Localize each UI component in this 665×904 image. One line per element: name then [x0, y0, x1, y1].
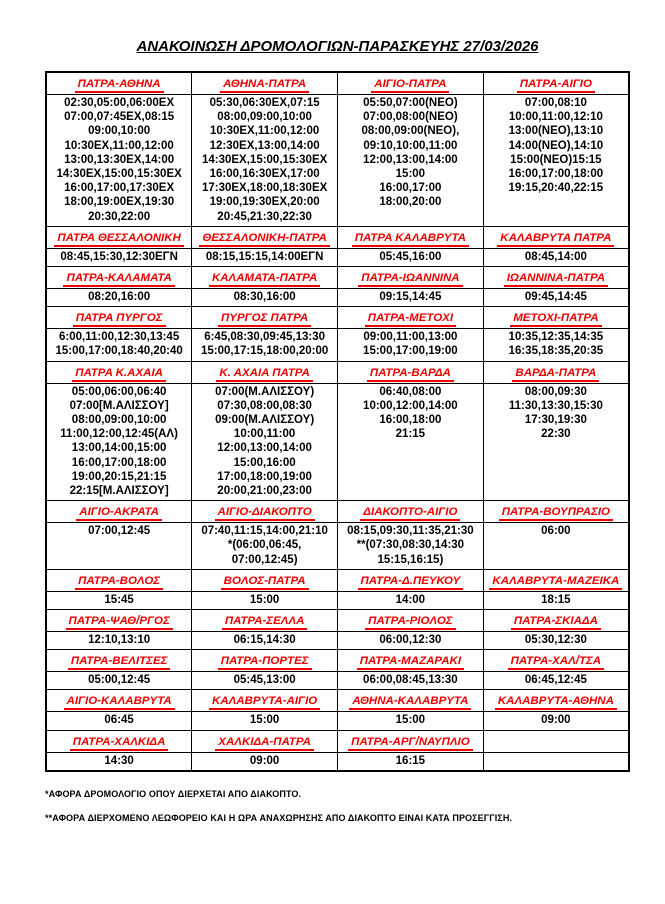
times-cell: [483, 752, 629, 771]
route-header-cell: [338, 361, 484, 383]
route-name: ΠΑΤΡΑ-ΒΟΥΠΡΑΣΙΟ: [499, 506, 613, 521]
times-line: 11:00,12:00,12:45(ΑΛ): [60, 428, 178, 441]
route-header-cell: [192, 501, 338, 523]
times-cell: [192, 95, 338, 227]
times-cell: [46, 95, 192, 227]
route-name: ΠΑΤΡΑ-ΜΕΤΟΧΙ: [365, 312, 456, 327]
route-name: ΚΑΛΑΒΡΥΤΑ-ΑΙΓΙΟ: [209, 695, 320, 710]
times-line: 05:00,12:45: [88, 674, 151, 687]
times-cell: [483, 289, 629, 307]
route-header-cell: [483, 307, 629, 329]
route-name: ΠΑΤΡΑ-ΧΑΛ/ΤΣΑ: [508, 655, 604, 670]
times-line: 19:00,20:15,21:15: [71, 470, 167, 483]
route-header-cell: [46, 361, 192, 383]
times-line: 05:30,06:30ΕΧ,07:15: [209, 97, 320, 109]
route-name: ΚΑΛΑΒΡΥΤΑ ΠΑΤΡΑ: [497, 232, 614, 247]
times-line: 05:45,13:00: [233, 674, 296, 687]
times-line: 08:15,15:15,14:00ΕΓΝ: [205, 250, 324, 263]
times-line: 12:00,13:00,14:00: [363, 153, 458, 166]
route-name: ΠΑΤΡΑ-ΡΙΟΛΟΣ: [365, 615, 455, 630]
route-name: ΠΑΤΡΑ-ΑΡΓ/ΝΑΥΠΛΙΟ: [348, 736, 473, 751]
times-line: 14:00(ΝΕΟ),14:10: [508, 139, 604, 152]
times-line: 05:45,16:00: [379, 250, 442, 263]
times-line: 07:00[Μ.ΑΛΙΣΣΟΥ]: [69, 399, 169, 412]
route-header-cell: [483, 569, 629, 591]
times-line: 16:00,17:00,18:00: [71, 456, 167, 469]
times-line: 06:40,08:00: [379, 385, 442, 398]
times-line: 05:50,07:00(ΝΕΟ): [363, 97, 458, 109]
times-line: 13:00(ΝΕΟ),13:10: [508, 125, 604, 138]
times-line: 15:00: [249, 593, 280, 606]
route-name: ΙΩΑΝΝΙΝΑ-ΠΑΤΡΑ: [504, 272, 608, 287]
times-cell: [192, 248, 338, 266]
route-name: ΜΕΤΟΧΙ-ΠΑΤΡΑ: [510, 312, 601, 327]
times-cell: [46, 632, 192, 650]
route-header-cell: [483, 267, 629, 289]
route-header-cell: [483, 690, 629, 712]
times-cell: [46, 329, 192, 361]
times-line: 16:00,18:00: [379, 414, 442, 427]
times-line: 12:00,13:00,14:00: [217, 442, 312, 455]
route-name: ΘΕΣΣΑΛΟΝΙΚΗ-ΠΑΤΡΑ: [199, 232, 329, 247]
route-header-cell: [192, 690, 338, 712]
route-header-row: [46, 650, 629, 672]
times-line: 17:30ΕΧ,18:00,18:30ΕΧ: [201, 182, 328, 195]
timetable: [45, 71, 630, 772]
footnote-diakopto: *ΑΦΟΡΑ ΔΡΟΜΟΛΟΓΙΟ ΟΠΟΥ ΔΙΕΡΧΕΤΑΙ ΑΠΟ ΔΙΑΚΟΠΤΟ.: [45, 788, 302, 799]
times-line: 09:00(Μ.ΑΛΙΣΣΟΥ): [215, 414, 315, 427]
route-name: ΑΙΓΙΟ-ΠΑΤΡΑ: [371, 78, 449, 93]
route-header-row: [46, 730, 629, 752]
times-line: 10:00,12:00,14:00: [363, 399, 458, 412]
route-header-cell: [46, 267, 192, 289]
times-row: [46, 672, 629, 690]
route-header-cell: [46, 569, 192, 591]
route-header-cell: [483, 501, 629, 523]
route-name: ΠΑΤΡΑ-ΣΚΙΑΔΑ: [511, 615, 601, 630]
route-name: ΑΙΓΙΟ-ΑΚΡΑΤΑ: [76, 506, 162, 521]
route-header-cell: [192, 650, 338, 672]
route-name: ΠΑΤΡΑ-ΙΩΑΝΝΙΝΑ: [358, 272, 462, 287]
times-cell: [483, 712, 629, 730]
times-row: [46, 712, 629, 730]
times-line: 08:00,09:00,10:00: [217, 111, 312, 124]
times-line: 08:00,09:00,10:00: [71, 414, 167, 427]
times-row: [46, 289, 629, 307]
times-cell: [192, 632, 338, 650]
times-line: 15:00: [249, 714, 280, 727]
times-line: 09:00,10:00: [88, 125, 151, 138]
times-cell: [483, 95, 629, 227]
page-title: ΑΝΑΚΟΙΝΩΣΗ ΔΡΟΜΟΛΟΓΙΩΝ-ΠΑΡΑΣΚΕΥΗΣ 27/03/2026: [136, 38, 539, 55]
route-header-row: [46, 501, 629, 523]
times-cell: [192, 523, 338, 570]
times-line: 6:00,11:00,12:30,13:45: [59, 331, 180, 344]
route-header-cell: [483, 610, 629, 632]
route-name: ΑΘΗΝΑ-ΠΑΤΡΑ: [220, 78, 309, 93]
route-name: ΚΑΛΑΒΡΥΤΑ-ΑΘΗΝΑ: [495, 695, 617, 710]
times-cell: [338, 329, 484, 361]
times-cell: [483, 329, 629, 361]
route-header-cell: [192, 267, 338, 289]
times-line: 06:00: [541, 525, 571, 538]
times-cell: [483, 672, 629, 690]
times-line: 08:20,16:00: [88, 291, 151, 304]
times-line: 06:15,14:30: [233, 634, 296, 647]
route-name: ΠΑΤΡΑ-ΠΟΡΤΕΣ: [218, 655, 312, 670]
route-name: ΠΑΤΡΑ-ΣΕΛΛΑ: [222, 615, 308, 630]
times-cell: [483, 591, 629, 609]
times-cell: [338, 632, 484, 650]
route-header-cell: [338, 650, 484, 672]
times-line: 15:00,17:00,19:00: [363, 345, 458, 358]
times-line: 16:35,18:35,20:35: [508, 345, 604, 358]
times-line: 10:35,12:35,14:35: [508, 331, 604, 344]
times-cell: [483, 632, 629, 650]
route-header-cell: [483, 226, 629, 248]
times-cell: [192, 752, 338, 771]
route-header-cell: [192, 226, 338, 248]
route-name: Κ. ΑΧΑΙΑ ΠΑΤΡΑ: [216, 367, 312, 382]
route-header-row: [46, 361, 629, 383]
times-line: 06:45: [104, 714, 134, 727]
times-row: [46, 95, 629, 227]
times-cell: [338, 95, 484, 227]
route-name: ΑΙΓΙΟ-ΚΑΛΑΒΡΥΤΑ: [64, 695, 175, 710]
times-cell: [192, 289, 338, 307]
times-line: 15:15,16:15): [377, 553, 444, 566]
route-header-cell: [46, 307, 192, 329]
times-line: 18:15: [541, 593, 571, 606]
times-line: 08:30,16:00: [233, 291, 296, 304]
times-line: 08:00,09:00(ΝΕΟ),: [361, 125, 460, 138]
times-line: 02:30,05:00,06:00ΕΧ: [64, 97, 175, 109]
times-line: 09:00: [541, 714, 571, 727]
route-header-cell: [192, 307, 338, 329]
times-line: 07:40,11:15,14:00,21:10: [201, 525, 328, 538]
times-line: 07:00,07:45ΕΧ,08:15: [64, 111, 175, 124]
footnote-approximation: **ΑΦΟΡΑ ΔΙΕΡΧΟΜΕΝΟ ΛΕΩΦΟΡΕΙΟ ΚΑΙ Η ΩΡΑ ΑΝΑΧΩΡΗΣΗΣ ΑΠΟ ΔΙΑΚΟΠΤΟ ΕΙΝΑΙ ΚΑΤΑ ΠΡΟΣΕΓΓΙΣΗ.: [45, 812, 513, 823]
times-line: 06:45,12:45: [524, 674, 587, 687]
route-name: ΠΑΤΡΑ-Δ.ΠΕΥΚΟΥ: [358, 575, 464, 590]
times-line: 12:10,13:10: [88, 634, 151, 647]
times-line: 22:15[Μ.ΑΛΙΣΣΟΥ]: [69, 485, 169, 498]
times-line: 07:30,08:00,08:30: [217, 399, 312, 412]
route-name: ΑΙΓΙΟ-ΔΙΑΚΟΠΤΟ: [215, 506, 315, 521]
route-header-cell: [338, 569, 484, 591]
times-line: 17:30,19:30: [524, 414, 587, 427]
route-name: ΔΙΑΚΟΠΤΟ-ΑΙΓΙΟ: [360, 506, 460, 521]
route-name: ΠΑΤΡΑ-ΨΑΘ/ΡΓΟΣ: [66, 615, 173, 630]
times-line: 22:30: [541, 428, 571, 441]
times-cell: [483, 523, 629, 570]
times-line: 15:00,17:15,18:00,20:00: [201, 345, 329, 358]
times-line: 15:00: [395, 168, 426, 181]
times-line: 08:45,15:30,12:30ΕΓΝ: [60, 250, 178, 263]
route-header-cell: [338, 501, 484, 523]
times-line: 07:00(Μ.ΑΛΙΣΣΟΥ): [215, 385, 315, 398]
route-name: ΠΥΡΓΟΣ ΠΑΤΡΑ: [218, 312, 311, 327]
route-header-cell: [338, 72, 484, 95]
route-header-cell: [192, 361, 338, 383]
times-line: 07:00,12:45: [88, 525, 151, 538]
times-line: 12:30ΕΧ,13:00,14:00: [209, 139, 320, 152]
route-header-cell: [338, 226, 484, 248]
times-cell: [46, 712, 192, 730]
route-name: ΠΑΤΡΑ-ΑΘΗΝΑ: [75, 78, 164, 93]
times-cell: [338, 672, 484, 690]
route-header-row: [46, 610, 629, 632]
times-cell: [338, 383, 484, 501]
times-line: 16:00,17:00,18:00: [508, 168, 604, 181]
times-line: 05:30,12:30: [524, 634, 587, 647]
times-line: 10:00,11:00: [233, 428, 296, 441]
route-name: ΠΑΤΡΑ Κ.ΑΧΑΙΑ: [72, 367, 166, 382]
times-line: 15:00,16:00: [233, 456, 296, 469]
times-line: 17:00,18:00,19:00: [217, 470, 312, 483]
times-cell: [338, 289, 484, 307]
times-line: 08:45,14:00: [524, 250, 587, 263]
times-line: 16:00,17:00: [379, 182, 442, 195]
route-header-cell: [46, 610, 192, 632]
times-cell: [46, 752, 192, 771]
route-header-cell: [192, 569, 338, 591]
times-line: 07:00,12:45): [231, 553, 298, 566]
times-cell: [192, 383, 338, 501]
route-name: ΠΑΤΡΑ-ΜΑΖΑΡΑΚΙ: [357, 655, 464, 670]
times-line: 19:15,20:40,22:15: [508, 182, 604, 195]
times-cell: [483, 383, 629, 501]
route-header-cell: [483, 650, 629, 672]
times-row: [46, 752, 629, 771]
times-cell: [338, 752, 484, 771]
times-cell: [46, 289, 192, 307]
route-name: ΠΑΤΡΑ-ΒΑΡΔΑ: [367, 367, 454, 382]
times-cell: [192, 329, 338, 361]
route-header-cell: [483, 361, 629, 383]
route-header-cell: [338, 610, 484, 632]
times-line: 18:00,20:00: [379, 196, 442, 209]
times-cell: [338, 591, 484, 609]
times-row: [46, 383, 629, 501]
times-line: 15:00,17:00,18:40,20:40: [55, 345, 183, 358]
route-header-row: [46, 72, 629, 95]
times-row: [46, 523, 629, 570]
route-header-cell: [338, 730, 484, 752]
times-line: 08:00,09:30: [524, 385, 587, 398]
route-header-cell: [46, 690, 192, 712]
route-name: ΠΑΤΡΑ ΠΥΡΓΟΣ: [73, 312, 166, 327]
times-cell: [192, 591, 338, 609]
route-header-row: [46, 226, 629, 248]
times-cell: [192, 672, 338, 690]
times-row: [46, 632, 629, 650]
route-name: ΚΑΛΑΜΑΤΑ-ΠΑΤΡΑ: [209, 272, 320, 287]
times-cell: [46, 591, 192, 609]
times-line: 09:45,14:45: [524, 291, 587, 304]
route-name: ΧΑΛΚΙΔΑ-ΠΑΤΡΑ: [215, 736, 314, 751]
route-header-row: [46, 267, 629, 289]
times-cell: [46, 672, 192, 690]
route-name: ΒΑΡΔΑ-ΠΑΤΡΑ: [512, 367, 599, 382]
times-line: 14:30ΕΧ,15:00,15:30ΕΧ: [201, 153, 328, 166]
route-header-cell: [46, 72, 192, 95]
times-line: **(07:30,08:30,14:30: [356, 539, 465, 552]
times-cell: [483, 248, 629, 266]
times-line: 15:00: [395, 714, 426, 727]
route-header-cell: [483, 730, 629, 752]
route-header-cell: [338, 690, 484, 712]
times-cell: [46, 523, 192, 570]
times-line: 05:00,06:00,06:40: [71, 385, 167, 398]
route-name: ΑΘΗΝΑ-ΚΑΛΑΒΡΥΤΑ: [349, 695, 471, 710]
route-header-cell: [338, 307, 484, 329]
times-cell: [338, 523, 484, 570]
times-line: 16:00,16:30ΕΧ,17:00: [209, 168, 320, 181]
route-name: ΠΑΤΡΑ-ΑΙΓΙΟ: [517, 78, 595, 93]
times-line: 15:00(ΝΕΟ)15:15: [510, 153, 602, 166]
route-header-cell: [192, 72, 338, 95]
times-line: 15:45: [104, 593, 134, 606]
times-line: 08:15,09:30,11:35,21:30: [347, 525, 474, 538]
route-header-cell: [46, 226, 192, 248]
route-name: ΠΑΤΡΑ-ΒΟΛΟΣ: [75, 575, 163, 590]
times-line: 10:00,11:00,12:10: [508, 111, 603, 124]
route-name: ΠΑΤΡΑ-ΧΑΛΚΙΔΑ: [70, 736, 169, 751]
times-line: 13:00,14:00,15:00: [71, 442, 167, 455]
times-line: 16:15: [395, 754, 426, 767]
route-header-cell: [46, 501, 192, 523]
route-name: ΠΑΤΡΑ ΘΕΣΣΑΛΟΝΙΚΗ: [54, 232, 183, 247]
times-line: *(06:00,06:45,: [227, 539, 302, 552]
route-name: ΚΑΛΑΒΡΥΤΑ-ΜΑΖΕΙΚΑ: [489, 575, 622, 590]
times-line: 20:45,21:30,22:30: [217, 210, 312, 223]
times-line: 19:00,19:30ΕΧ,20:00: [209, 196, 320, 209]
route-header-row: [46, 569, 629, 591]
times-cell: [338, 712, 484, 730]
timetable-body: [46, 72, 629, 771]
times-line: 13:00,13:30ΕΧ,14:00: [64, 153, 175, 166]
times-line: 16:00,17:00,17:30ΕΧ: [64, 182, 175, 195]
times-line: 18:00,19:00ΕΧ,19:30: [64, 196, 175, 209]
route-name: ΠΑΤΡΑ-ΚΑΛΑΜΑΤΑ: [63, 272, 174, 287]
times-line: 20:30,22:00: [88, 210, 151, 223]
times-line: 09:00,11:00,13:00: [363, 331, 458, 344]
times-line: 14:30: [104, 754, 134, 767]
route-header-row: [46, 690, 629, 712]
route-header-cell: [338, 267, 484, 289]
times-line: 06:00,08:45,13:30: [363, 674, 458, 687]
route-name: ΒΟΛΟΣ-ΠΑΤΡΑ: [221, 575, 309, 590]
times-line: 09:00: [249, 754, 280, 767]
times-line: 10:30ΕΧ,11:00,12:00: [209, 125, 320, 138]
times-line: 09:10,10:00,11:00: [363, 139, 458, 152]
times-line: 10:30ΕΧ,11:00,12:00: [64, 139, 174, 152]
times-line: 09:15,14:45: [379, 291, 442, 304]
times-line: 6:45,08:30,09:45,13:30: [204, 331, 326, 344]
times-line: 07:00,08:00(ΝΕΟ): [363, 111, 458, 124]
route-name: ΠΑΤΡΑ ΚΑΛΑΒΡΥΤΑ: [352, 232, 469, 247]
route-header-row: [46, 307, 629, 329]
times-cell: [192, 712, 338, 730]
route-header-cell: [46, 650, 192, 672]
times-cell: [46, 248, 192, 266]
times-row: [46, 591, 629, 609]
times-row: [46, 329, 629, 361]
times-line: 06:00,12:30: [379, 634, 442, 647]
times-line: 14:30ΕΧ,15:00,15:30ΕΧ: [56, 168, 182, 181]
route-name: ΠΑΤΡΑ-ΒΕΛΙΤΣΕΣ: [68, 655, 171, 670]
times-line: 20:00,21:00,23:00: [217, 485, 312, 498]
times-row: [46, 248, 629, 266]
route-header-cell: [483, 72, 629, 95]
route-header-cell: [192, 610, 338, 632]
times-line: 21:15: [395, 428, 426, 441]
route-header-cell: [192, 730, 338, 752]
times-line: 07:00,08:10: [524, 97, 587, 109]
times-line: 14:00: [395, 593, 426, 606]
times-cell: [338, 248, 484, 266]
route-header-cell: [46, 730, 192, 752]
times-line: 11:30,13:30,15:30: [508, 399, 603, 412]
times-cell: [46, 383, 192, 501]
